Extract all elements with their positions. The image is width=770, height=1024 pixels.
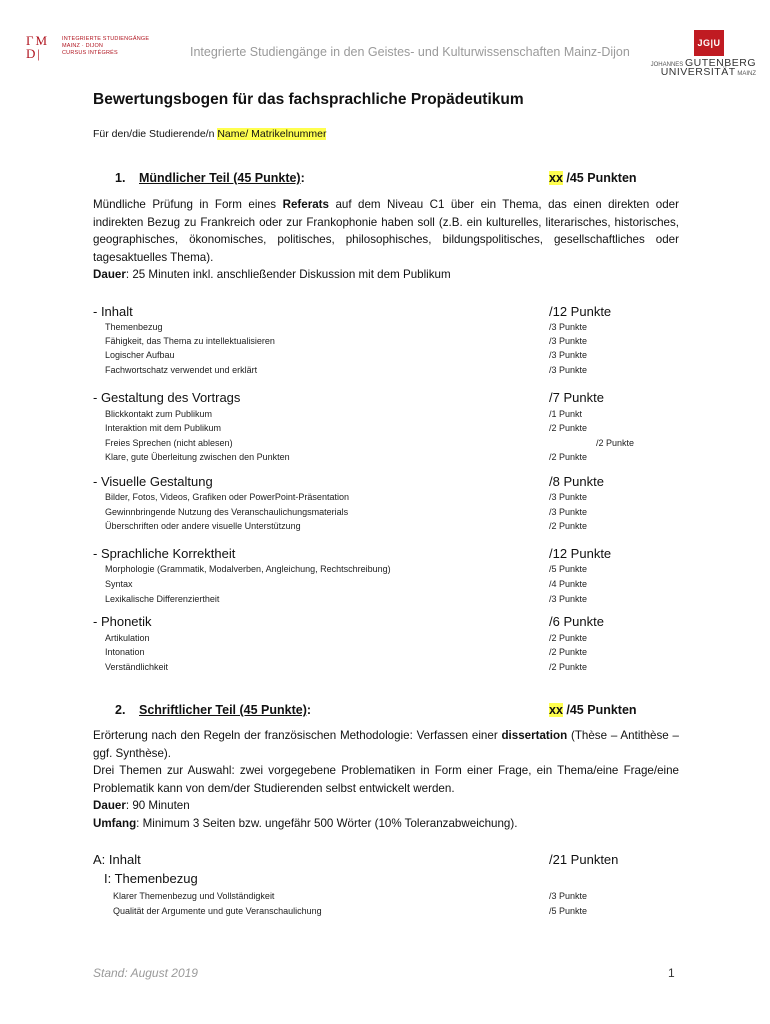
student-line	[93, 128, 326, 140]
criterion-points: /3 Punkte	[549, 594, 588, 604]
criterion-label: Intonation	[105, 647, 145, 657]
jgu-logo-universitaet: UNIVERSITÄT	[660, 66, 736, 78]
text: auf dem Niveau C1 über ein Thema, das einen direkten oder indirekten Bezug zu Frankreich oder zur Frankophonie haben soll (z.B. ein kulturelles, literarisches, historisches, geographisches, ökonomisches, politisches, philosophisches, bildungspolitisches, gesellschaftliches oder tagesaktuelles Thema).	[93, 198, 679, 264]
extent-value: : Minimum 3 Seiten bzw. ungefähr 500 Wörter (10% Toleranzabweichung).	[136, 816, 518, 830]
criterion-points: /2 Punkte	[549, 452, 588, 462]
section-title: Mündlicher Teil (45 Punkte)	[139, 171, 301, 185]
score-field[interactable]: xx	[549, 703, 563, 717]
bold-text: dissertation	[501, 729, 568, 742]
footer-stand: Stand: August 2019	[93, 966, 198, 980]
criterion-points: /2 Punkte	[596, 438, 635, 448]
criterion-label: Bilder, Fotos, Videos, Grafiken oder PowerPoint-Präsentation	[105, 492, 349, 502]
criterion-label: Freies Sprechen (nicht ablesen)	[105, 438, 233, 448]
criterion-label: Syntax	[105, 579, 133, 589]
criterion-points: /1 Punkt	[549, 409, 583, 419]
criterion-points: /2 Punkte	[549, 647, 588, 657]
text: Erörterung nach den Regeln der französischen Methodologie: Verfassen einer	[93, 729, 502, 742]
document-title: Bewertungsbogen für das fachsprachliche Propädeutikum	[93, 91, 524, 108]
text: (Thèse – Antithèse – ggf. Synthèse).	[93, 729, 679, 760]
criterion-label: Lexikalische Differenziertheit	[105, 594, 220, 604]
criterion-points: /3 Punkte	[549, 322, 588, 332]
section-2-score	[549, 703, 637, 717]
imd-logo	[26, 33, 156, 61]
criterion-points: /3 Punkte	[549, 507, 588, 517]
header-title: Integrierte Studiengänge in den Geistes- und Kulturwissenschaften Mainz-Dijon	[190, 45, 630, 59]
score-max: /45 Punkten	[562, 703, 637, 717]
criterion-points: /2 Punkte	[549, 521, 588, 531]
page-number: 1	[668, 966, 675, 980]
extent-label: Umfang	[93, 816, 137, 830]
criterion-label: Überschriften oder andere visuelle Unterstützung	[105, 521, 301, 531]
imd-logo-text	[62, 36, 149, 57]
duration-label: Dauer	[93, 268, 126, 281]
text: Drei Themen zur Auswahl: zwei vorgegebene Problematiken in Form einer Frage, ein Thema/eine Frage/eine Problematik kann von dem/der Studierenden selbst entwickelt werden.	[93, 764, 679, 795]
category-title: - Phonetik	[93, 614, 152, 629]
section-colon: :	[306, 703, 312, 717]
criterion-label: Artikulation	[105, 633, 150, 643]
section-2-heading	[115, 703, 311, 717]
category-points: /12 Punkte	[549, 304, 612, 319]
category-title: - Visuelle Gestaltung	[93, 474, 213, 489]
criterion-label: Fähigkeit, das Thema zu intellektualisieren	[105, 336, 275, 346]
category-points: /6 Punkte	[549, 614, 604, 629]
criterion-points: /3 Punkte	[549, 350, 588, 360]
criterion-label: Klare, gute Überleitung zwischen den Punkten	[105, 452, 290, 462]
criterion-points: /2 Punkte	[549, 423, 588, 433]
section-1-heading	[115, 171, 305, 185]
criterion-points: /3 Punkte	[549, 336, 588, 346]
score-field[interactable]: xx	[549, 171, 563, 185]
category-title: - Inhalt	[93, 304, 133, 319]
criterion-label: Interaktion mit dem Publikum	[105, 423, 222, 433]
criterion-label: Klarer Themenbezug und Vollständigkeit	[113, 891, 275, 901]
criterion-points: /2 Punkte	[549, 662, 588, 672]
criterion-label: Qualität der Argumente und gute Veranschaulichung	[113, 906, 322, 916]
section-colon: :	[300, 171, 305, 185]
category-title: - Gestaltung des Vortrags	[93, 390, 241, 405]
section-number: 1.	[115, 171, 126, 185]
score-max: /45 Punkten	[562, 171, 637, 185]
criterion-label: Morphologie (Grammatik, Modalverben, Angleichung, Rechtschreibung)	[105, 564, 391, 574]
category-points: /12 Punkte	[549, 546, 612, 561]
criterion-label: Gewinnbringende Nutzung des Veranschaulichungsmaterials	[105, 507, 349, 517]
criterion-points: /3 Punkte	[549, 365, 588, 375]
duration-value: : 90 Minuten	[125, 799, 190, 812]
jgu-logo-small: JOHANNES	[650, 62, 684, 68]
category-points: /8 Punkte	[549, 474, 604, 489]
criterion-points: /5 Punkte	[549, 906, 588, 916]
section-number: 2.	[115, 703, 126, 717]
category-title: - Sprachliche Korrektheit	[93, 546, 236, 561]
criterion-points: /3 Punkte	[549, 891, 588, 901]
imd-logo-line: MAINZ · DIJON	[62, 43, 104, 49]
criterion-label: Verständlichkeit	[105, 662, 169, 672]
section-1-description	[93, 196, 679, 284]
jgu-logo	[650, 30, 756, 82]
criterion-label: Logischer Aufbau	[105, 350, 175, 360]
duration-value: : 25 Minuten inkl. anschließender Diskussion mit dem Publikum	[125, 268, 451, 281]
category-points: /7 Punkte	[549, 390, 604, 405]
duration-label: Dauer	[93, 799, 126, 812]
category-points: /21 Punkten	[549, 852, 619, 867]
criterion-label: Fachwortschatz verwendet und erklärt	[105, 365, 258, 375]
imd-logo-line: CURSUS INTÉGRÉS	[62, 50, 118, 56]
student-name-field[interactable]: Name/ Matrikelnummer	[217, 128, 327, 140]
imd-logo-line: INTEGRIERTE STUDIENGÄNGE	[62, 36, 150, 42]
category-title: A: Inhalt	[93, 852, 141, 867]
jgu-logo-city: MAINZ	[737, 71, 756, 77]
jgu-logo-box: JG|U	[694, 30, 724, 56]
imd-logo-mark: ΓM D|	[26, 33, 50, 61]
criterion-points: /5 Punkte	[549, 564, 588, 574]
criterion-label: Themenbezug	[105, 322, 163, 332]
jgu-logo-name	[650, 57, 756, 78]
text: Mündliche Prüfung in Form eines	[93, 198, 283, 211]
section-1-score	[549, 171, 637, 185]
criterion-points: /3 Punkte	[549, 492, 588, 502]
criterion-points: /2 Punkte	[549, 633, 588, 643]
subcategory-title: I: Themenbezug	[104, 871, 198, 886]
criterion-label: Blickkontakt zum Publikum	[105, 409, 213, 419]
bold-text: Referats	[282, 198, 329, 211]
section-title: Schriftlicher Teil (45 Punkte)	[139, 703, 307, 717]
student-prefix: Für den/die Studierende/n	[93, 128, 218, 140]
jgu-logo-gutenberg: GUTENBERG	[684, 57, 756, 69]
criterion-points: /4 Punkte	[549, 579, 588, 589]
section-2-description	[93, 727, 679, 832]
page-header	[0, 0, 770, 82]
